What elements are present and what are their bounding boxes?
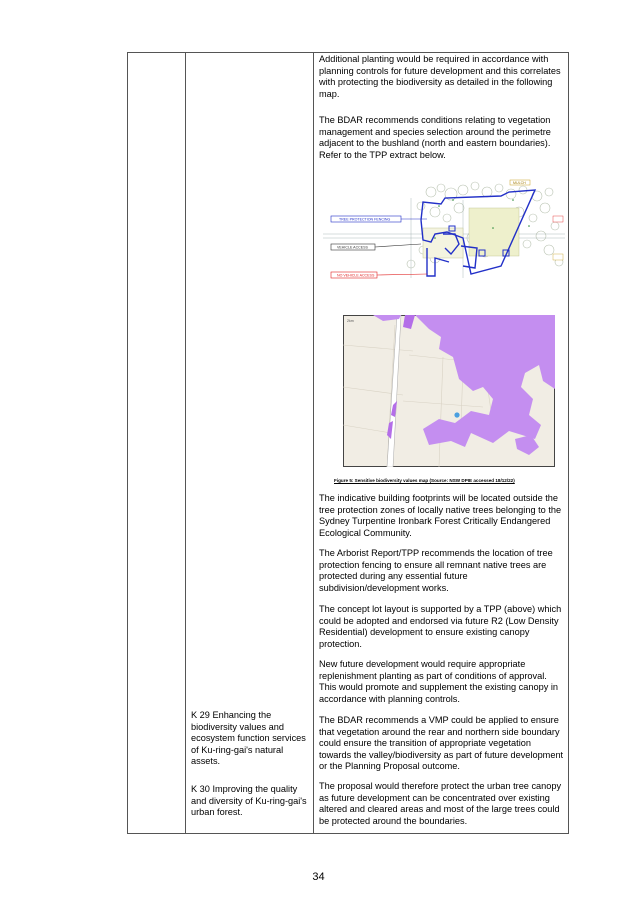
label-tree-protection-fencing: TREE PROTECTION FENCING — [339, 217, 391, 222]
objective-k30 — [191, 784, 311, 819]
paragraph-bdar-perimetre: The BDAR recommends conditions relating to vegetation management and species selection around the perimetre adjacent to the bushland (north and eastern boundaries). Refer to the TPP extract below. — [319, 115, 551, 160]
label-mulch: MULCH — [513, 180, 526, 185]
figure-caption: Figure 5: Sensitive biodiversity values map (Source: NSW DPIE accessed 18/12/22) — [334, 478, 515, 483]
paragraph-replenishment-planting: New future development would require appropriate replenishment planting as part of conditions of approval. This would promote and supplement the existing canopy in accordance with planning controls. — [319, 659, 559, 704]
biodiversity-values-map — [343, 315, 555, 467]
objective-k30-text: K 30 Improving the quality and diversity of Ku-ring-gai's urban forest. — [191, 784, 307, 818]
label-no-vehicle-access: NO VEHICLE ACCESS — [337, 273, 375, 278]
column-divider-1 — [185, 53, 186, 833]
paragraph-bdar-vmp: The BDAR recommends a VMP could be applied to ensure that vegetation around the rear and northern side boundary could ensure the transition of appropriate vegetation towards the valley/biodiversity as part of future development or the Planning Proposal outcome. — [319, 715, 564, 772]
page-number: 34 — [312, 871, 325, 883]
planning-table — [127, 52, 569, 834]
site-location-marker — [454, 412, 459, 417]
label-vehicle-access: VEHICLE ACCESS — [337, 245, 368, 250]
tpp-extract-plan — [323, 178, 565, 290]
map-corner-label: 2km — [347, 319, 354, 323]
paragraph-arborist-report: The Arborist Report/TPP recommends the location of tree protection fencing to ensure all remnant native trees are protected during any essential future subdivision/development works. — [319, 548, 553, 593]
paragraph-urban-tree-canopy: The proposal would therefore protect the urban tree canopy as future development can be concentrated over existing altered and cleared areas and most of the large trees could be protected around the boundaries. — [319, 781, 562, 826]
column-divider-2 — [313, 53, 314, 833]
paragraph-concept-lot-layout: The concept lot layout is supported by a TPP (above) which could be adopted and endorsed via future R2 (Low Density Residential) development to ensure existing canopy protection. — [319, 604, 562, 649]
objective-k29 — [191, 710, 311, 768]
paragraph-building-footprints: The indicative building footprints will be located outside the tree protection zones of locally native trees belonging to the Sydney Turpentine Ironbark Forest Critically Endangered Ecological Community. — [319, 493, 562, 538]
paragraph-additional-planting: Additional planting would be required in accordance with planning controls for future development and this correlates with protecting the biodiversity as detailed in the following map. — [319, 54, 561, 99]
objective-k29-text: K 29 Enhancing the biodiversity values and ecosystem function services of Ku-ring-gai's natural assets. — [191, 710, 306, 767]
